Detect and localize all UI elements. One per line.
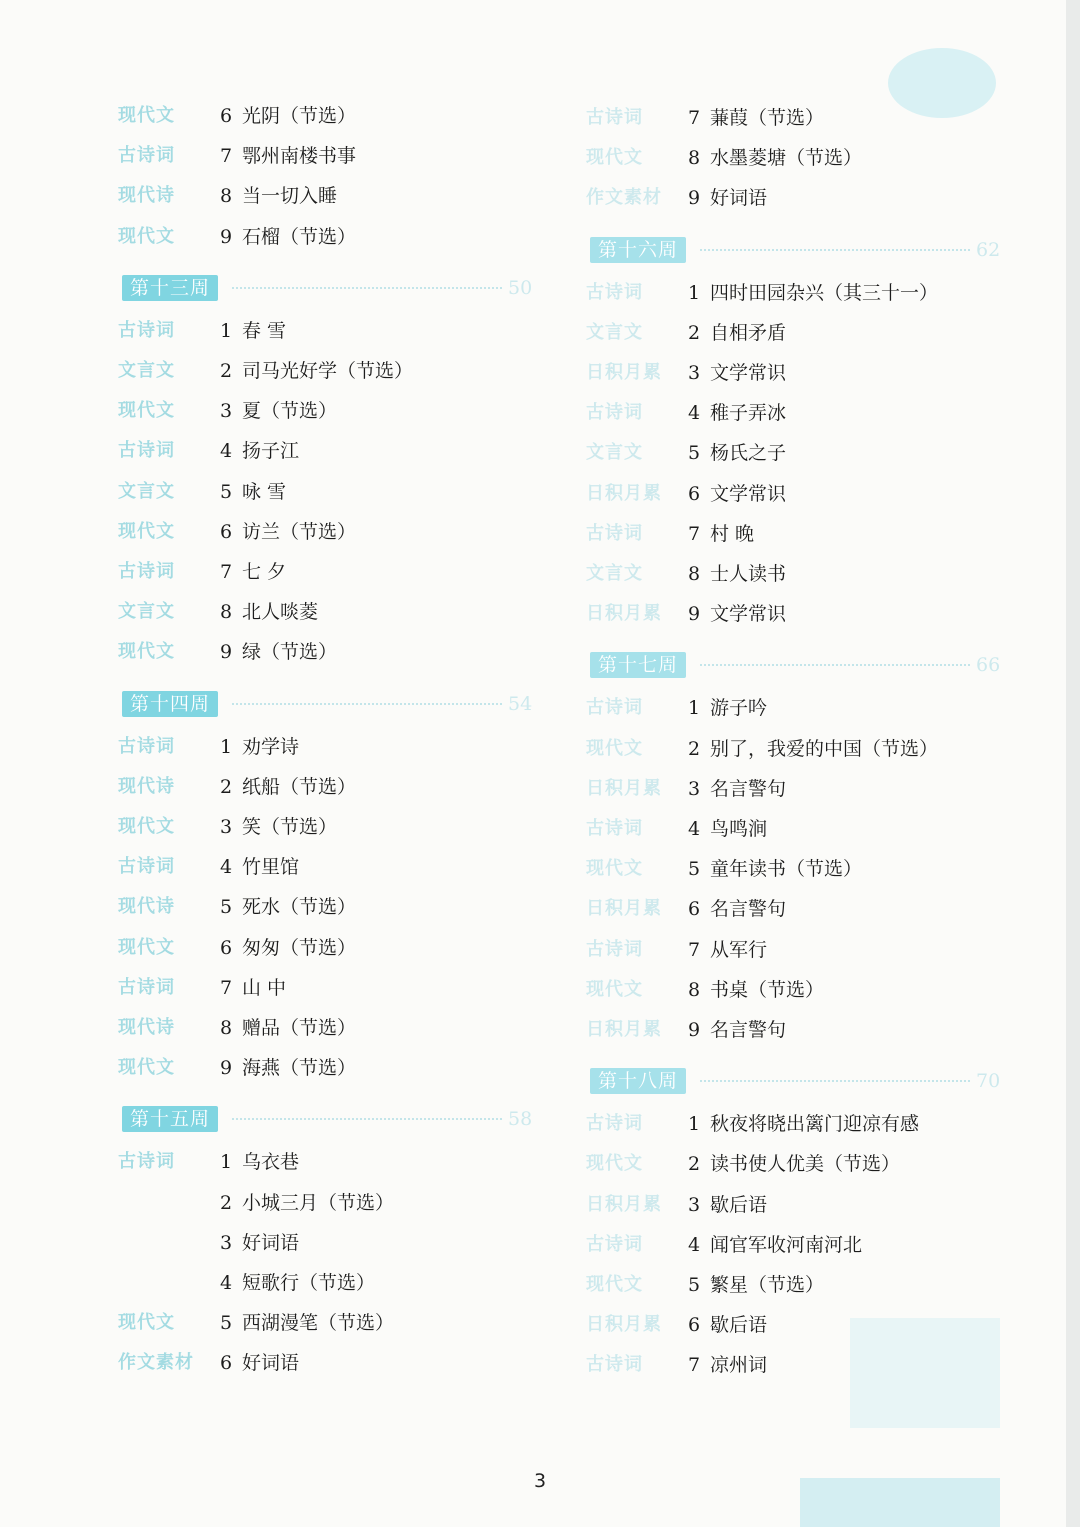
entry-number: 5: [220, 480, 233, 503]
entry-number: 9: [688, 1019, 701, 1041]
entry-number: 9: [220, 1057, 233, 1080]
entry-title: 名言警句: [710, 777, 787, 800]
category-label: 古诗词: [118, 319, 175, 341]
category-label: 文言文: [118, 360, 175, 381]
category-label: 日积月累: [586, 482, 662, 504]
entry-title: 当一切入睡: [242, 185, 338, 208]
category-label: 古诗词: [586, 1354, 643, 1376]
category-label: 日积月累: [586, 1019, 662, 1040]
dotted-leader: [232, 287, 502, 289]
entry-title: 童年读书（节选）: [710, 858, 863, 881]
entry-title: 闻官军收河南河北: [710, 1233, 863, 1256]
entry-number: 4: [688, 1233, 701, 1256]
week-page-number: 70: [976, 1070, 1001, 1093]
entry-number: 6: [220, 936, 233, 959]
category-label: 古诗词: [586, 818, 643, 839]
dotted-leader: [700, 249, 970, 251]
category-label: 现代文: [586, 737, 643, 759]
entry-number: 6: [688, 898, 701, 921]
entry-number: 5: [220, 896, 233, 919]
entry-number: 4: [688, 402, 701, 425]
week-page-number: 50: [508, 276, 533, 299]
entry-number: 3: [688, 1193, 701, 1216]
category-label: 古诗词: [586, 281, 643, 303]
category-label: 文言文: [118, 480, 175, 502]
entry-title: 好词语: [242, 1352, 300, 1375]
decorative-circle: [888, 48, 996, 118]
entry-number: 9: [688, 187, 701, 210]
category-label: 现代文: [118, 1312, 175, 1334]
entry-number: 4: [220, 1272, 233, 1294]
category-label: 古诗词: [118, 976, 175, 998]
entry-number: 1: [220, 1151, 233, 1174]
entry-title: 文学常识: [710, 482, 787, 505]
entry-title: 咏 雪: [242, 480, 287, 503]
category-label: 现代文: [118, 1057, 175, 1079]
entry-title: 文学常识: [710, 362, 787, 384]
entry-title: 七 夕: [242, 561, 287, 583]
entry-number: 2: [688, 1153, 701, 1176]
entry-title: 春 雪: [242, 319, 287, 342]
entry-title: 名言警句: [710, 1019, 787, 1041]
category-label: 现代文: [118, 816, 175, 837]
category-label: 现代文: [118, 641, 175, 663]
entry-title: 蒹葭（节选）: [710, 107, 825, 129]
category-label: 现代文: [586, 147, 643, 169]
entry-number: 1: [688, 697, 701, 720]
dotted-leader: [700, 664, 970, 666]
entry-title: 村 晚: [710, 522, 755, 545]
entry-title: 访兰（节选）: [242, 520, 357, 543]
category-label: 文言文: [118, 601, 175, 623]
entry-number: 3: [688, 777, 701, 800]
entry-title: 文学常识: [710, 603, 787, 626]
category-label: 现代文: [118, 400, 175, 422]
entry-title: 石榴（节选）: [242, 225, 357, 248]
entry-number: 6: [688, 482, 701, 505]
entry-title: 从军行: [710, 938, 768, 961]
entry-number: 1: [688, 1113, 701, 1136]
category-label: 古诗词: [118, 735, 175, 757]
category-label: 现代诗: [118, 1017, 175, 1038]
week-badge: 第十七周: [590, 652, 686, 678]
category-label: 现代诗: [118, 896, 175, 918]
entry-title: 鄂州南楼书事: [242, 145, 357, 168]
entry-title: 短歌行（节选）: [242, 1272, 376, 1294]
week-page-number: 58: [508, 1108, 533, 1131]
entry-number: 4: [220, 856, 233, 879]
entry-title: 西湖漫笔（节选）: [242, 1312, 395, 1335]
entry-number: 5: [220, 1312, 233, 1335]
entry-number: 1: [688, 281, 701, 304]
entry-number: 3: [220, 1231, 233, 1254]
category-label: 日积月累: [586, 1193, 662, 1215]
category-label: 古诗词: [118, 440, 175, 462]
decorative-block: [850, 1318, 1000, 1428]
entry-title: 士人读书: [710, 563, 787, 585]
week-badge: 第十五周: [122, 1106, 218, 1132]
category-label: 古诗词: [586, 402, 643, 424]
entry-title: 劝学诗: [242, 735, 300, 758]
category-label: 作文素材: [586, 187, 662, 209]
entry-title: 水墨菱塘（节选）: [710, 147, 863, 170]
entry-title: 书桌（节选）: [710, 978, 825, 1001]
entry-number: 7: [688, 1354, 701, 1377]
entry-title: 山 中: [242, 976, 287, 999]
entry-number: 3: [688, 362, 701, 384]
entry-number: 8: [688, 563, 701, 585]
week-badge: 第十八周: [590, 1068, 686, 1094]
week-page-number: 66: [976, 654, 1001, 677]
entry-title: 游子吟: [710, 697, 768, 720]
entry-number: 5: [688, 442, 701, 465]
entry-number: 7: [688, 522, 701, 545]
entry-number: 2: [688, 321, 701, 344]
dotted-leader: [232, 1118, 502, 1120]
entry-number: 2: [220, 1191, 233, 1214]
entry-number: 3: [220, 400, 233, 423]
category-label: 古诗词: [586, 522, 643, 544]
category-label: 文言文: [586, 442, 643, 464]
entry-title: 歇后语: [710, 1314, 768, 1337]
category-label: 古诗词: [586, 697, 643, 719]
entry-number: 7: [688, 938, 701, 961]
entry-title: 匆匆（节选）: [242, 936, 357, 959]
entry-title: 鸟鸣涧: [710, 818, 768, 840]
category-label: 现代文: [118, 225, 175, 247]
entry-number: 3: [220, 816, 233, 838]
entry-title: 自相矛盾: [710, 321, 787, 344]
category-label: 日积月累: [586, 898, 662, 920]
entry-title: 四时田园杂兴（其三十一）: [710, 281, 939, 304]
week-page-number: 62: [976, 238, 1001, 261]
category-label: 现代文: [586, 858, 643, 880]
week-header: [590, 1068, 1001, 1094]
entry-title: 乌衣巷: [242, 1151, 300, 1174]
entry-title: 海燕（节选）: [242, 1057, 357, 1080]
week-page-number: 54: [508, 692, 533, 715]
entry-number: 7: [220, 976, 233, 999]
entry-title: 光阴（节选）: [242, 105, 357, 127]
category-label: 现代文: [586, 1153, 643, 1175]
entry-title: 读书使人优美（节选）: [710, 1153, 901, 1176]
entry-number: 8: [688, 978, 701, 1001]
entry-number: 6: [220, 520, 233, 543]
category-label: 现代诗: [118, 185, 175, 207]
entry-number: 7: [220, 561, 233, 583]
entry-title: 小城三月（节选）: [242, 1191, 395, 1214]
category-label: 古诗词: [118, 1151, 175, 1173]
category-label: 日积月累: [586, 777, 662, 799]
category-label: 古诗词: [118, 856, 175, 878]
category-label: 日积月累: [586, 603, 662, 625]
entry-title: 好词语: [710, 187, 768, 210]
entry-number: 7: [688, 107, 701, 129]
entry-title: 绿（节选）: [242, 641, 338, 664]
week-badge: 第十四周: [122, 691, 218, 717]
week-badge: 第十三周: [122, 275, 218, 301]
category-label: 古诗词: [118, 561, 175, 582]
entry-title: 死水（节选）: [242, 896, 357, 919]
entry-number: 4: [688, 818, 701, 840]
week-badge: 第十六周: [590, 237, 686, 263]
entry-title: 赠品（节选）: [242, 1017, 357, 1039]
entry-number: 6: [220, 1352, 233, 1375]
entry-number: 6: [688, 1314, 701, 1337]
entry-number: 2: [688, 737, 701, 760]
entry-title: 北人啖菱: [242, 601, 319, 624]
week-header: [590, 237, 1001, 263]
entry-number: 5: [688, 1274, 701, 1296]
entry-number: 1: [220, 319, 233, 342]
entry-number: 4: [220, 440, 233, 463]
entry-title: 笑（节选）: [242, 816, 338, 838]
entry-title: 歇后语: [710, 1193, 768, 1216]
category-label: 古诗词: [586, 938, 643, 960]
dotted-leader: [700, 1080, 970, 1082]
category-label: 现代文: [586, 978, 643, 1000]
category-label: 文言文: [586, 321, 643, 343]
category-label: 现代文: [118, 105, 175, 126]
entry-title: 别了，我爱的中国（节选）: [710, 737, 939, 760]
category-label: 古诗词: [118, 145, 175, 167]
week-header: [122, 1106, 533, 1132]
entry-title: 好词语: [242, 1231, 300, 1254]
entry-title: 杨氏之子: [710, 442, 787, 465]
entry-title: 司马光好学（节选）: [242, 360, 414, 382]
entry-number: 2: [220, 360, 233, 382]
entry-number: 6: [220, 105, 233, 127]
category-label: 文言文: [586, 563, 643, 584]
category-label: 现代文: [118, 520, 175, 542]
entry-number: 8: [220, 601, 233, 624]
category-label: 日积月累: [586, 1314, 662, 1336]
category-label: 古诗词: [586, 107, 643, 128]
category-label: 日积月累: [586, 362, 662, 383]
entry-title: 稚子弄冰: [710, 402, 787, 425]
entry-number: 8: [220, 1017, 233, 1039]
week-header: [122, 275, 533, 301]
entry-title: 竹里馆: [242, 856, 300, 879]
entry-number: 9: [220, 225, 233, 248]
page-number: 3: [533, 1470, 547, 1492]
entry-number: 7: [220, 145, 233, 168]
dotted-leader: [232, 703, 502, 705]
entry-title: 凉州词: [710, 1354, 768, 1377]
entry-title: 名言警句: [710, 898, 787, 921]
entry-number: 9: [220, 641, 233, 664]
entry-title: 繁星（节选）: [710, 1274, 825, 1296]
entry-number: 8: [220, 185, 233, 208]
week-header: [122, 691, 533, 717]
category-label: 古诗词: [586, 1113, 643, 1135]
category-label: 现代诗: [118, 775, 175, 797]
entry-title: 纸船（节选）: [242, 775, 357, 798]
category-label: 现代文: [586, 1274, 643, 1295]
entry-number: 5: [688, 858, 701, 881]
category-label: 作文素材: [118, 1352, 194, 1374]
entry-number: 8: [688, 147, 701, 170]
entry-number: 9: [688, 603, 701, 626]
page-edge: [1066, 0, 1080, 1527]
entry-title: 扬子江: [242, 440, 300, 463]
entry-title: 夏（节选）: [242, 400, 338, 423]
entry-title: 秋夜将晓出篱门迎凉有感: [710, 1113, 920, 1136]
category-label: 现代文: [118, 936, 175, 958]
entry-number: 1: [220, 735, 233, 758]
entry-number: 2: [220, 775, 233, 798]
week-header: [590, 652, 1001, 678]
category-label: 古诗词: [586, 1233, 643, 1255]
